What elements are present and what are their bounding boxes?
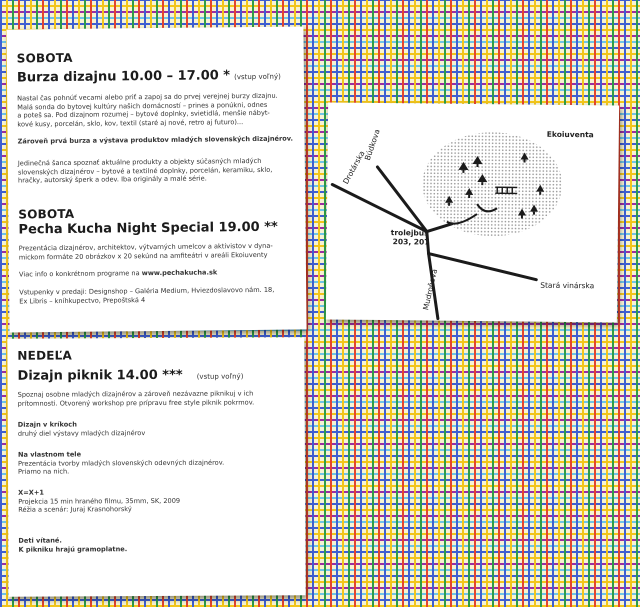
saturday-card xyxy=(6,26,306,332)
venue-label: Ekoiuventa xyxy=(546,129,594,140)
item-text: Prezentácia tvorby mladých slovenských odevných dizajnérov. xyxy=(17,458,225,468)
text-line: Nastal čas pohnúť vecami alebo priť a zapoj sa do prvej verejnej burzy dizajnu. xyxy=(17,91,278,103)
text-line: slovenských dizajnérov – bytové a textilné doplnky, porcelán, keramiku, sklo, xyxy=(17,165,273,177)
item-text: Projekcia 15 min hraného filmu, 35mm, SK, 2009 xyxy=(18,496,181,506)
picnic-note: (vstup voľný) xyxy=(196,372,244,381)
picnic-title: Dizajn piknik 14.00 *** xyxy=(17,367,183,384)
info-text: Viac info o konkrétnom programe na xyxy=(18,269,140,279)
street-budkova: Búdkova xyxy=(362,128,382,162)
street-mudronova: Mudroňova xyxy=(421,268,440,311)
pecha-kucha-description xyxy=(19,241,304,261)
pechakucha-link[interactable]: www.pechakucha.sk xyxy=(141,268,218,278)
trolleybus-label: trolejbus xyxy=(390,228,429,238)
park-area xyxy=(422,131,563,236)
location-map-card xyxy=(326,102,619,322)
text-line: mickom formáte 20 obrázkov x 20 sekúnd na amfiteátri v areáli Ekoiuventy xyxy=(18,250,268,262)
street-drotarska: Drotárska xyxy=(341,149,367,186)
pecha-kucha-info xyxy=(19,267,304,279)
design-fair-highlight: Zároveň prvá burza a výstava produktov mladých slovenských dizajnérov. xyxy=(17,134,294,146)
text-line: hračky, autorský šperk a odev. Iba originály a malé série. xyxy=(17,174,207,185)
item-title: Dizajn v kríkoch xyxy=(17,420,77,429)
street-stara-vinarska: Stará vinárska xyxy=(540,280,595,291)
item-title: Na vlastnom tele xyxy=(17,450,82,459)
sunday-card xyxy=(7,337,305,597)
location-map xyxy=(326,102,619,322)
program-item-2 xyxy=(18,449,303,476)
text-line: Spoznaj osobne mladých dizajnérov a zároveň nezávazne piknikuj v ich xyxy=(17,389,254,399)
tickets-info xyxy=(19,285,304,305)
text-line: kové kusy, porcelán, sklo, kov, textil (staré aj nové, retro aj futuro)... xyxy=(17,117,244,129)
pecha-kucha-title: Pecha Kucha Night Special 19.00 ** xyxy=(18,219,278,238)
picnic-footer xyxy=(18,535,303,554)
text-line: Ex Libris – kníhkupectvo, Prepoštská 4 xyxy=(19,295,146,306)
text-line: prítomnosti. Otvorený workshop pre prípravu free style piknik pokrmov. xyxy=(17,398,255,408)
text-line: Malá sonda do bytovej kultúry našich domácností – prines a ponúkni, odnes xyxy=(17,100,268,112)
text-line: Jedinečná šanca spoznať aktuálne produkty a objekty súčasných mladých xyxy=(17,156,262,168)
sunday-day-label: NEDEĽA xyxy=(17,348,72,363)
text-line: Prezentácia dizajnérov, architektov, výtvarných umelcov a aktivistov v dyna- xyxy=(18,241,273,253)
saturday-day-label-2: SOBOTA xyxy=(18,206,75,222)
program-item-1 xyxy=(18,419,303,438)
program-item-3 xyxy=(18,487,303,514)
item-text: Priamo na nich. xyxy=(18,467,70,476)
picnic-description xyxy=(18,389,303,408)
text-line: a poteš sa. Pod dizajnom rozumej – bytové doplnky, svietidlá, menšie nábyt- xyxy=(17,108,270,120)
footer-line: K pikniku hrajú gramoplatne. xyxy=(18,544,128,554)
picnic-heading xyxy=(17,364,243,384)
text-line: Vstupenky v predaji: Designshop – Galéria Medium, Hviezdoslavovo nám. 18, xyxy=(19,285,275,297)
footer-line: Deti vítané. xyxy=(18,536,62,545)
item-title: X=X+1 xyxy=(18,488,44,497)
design-fair-heading xyxy=(17,64,281,86)
trolleybus-numbers: 203, 207 xyxy=(392,237,430,247)
design-fair-note: (vstup voľný) xyxy=(234,72,281,82)
design-fair-title: Burza dizajnu 10.00 – 17.00 * xyxy=(16,68,231,86)
item-text: druhý diel výstavy mladých dizajnérov xyxy=(17,428,146,438)
design-fair-products xyxy=(18,157,298,186)
saturday-day-label: SOBOTA xyxy=(16,50,73,66)
design-fair-description xyxy=(17,92,297,129)
item-text: Réžia a scenár: Juraj Krasnohorský xyxy=(18,505,132,514)
